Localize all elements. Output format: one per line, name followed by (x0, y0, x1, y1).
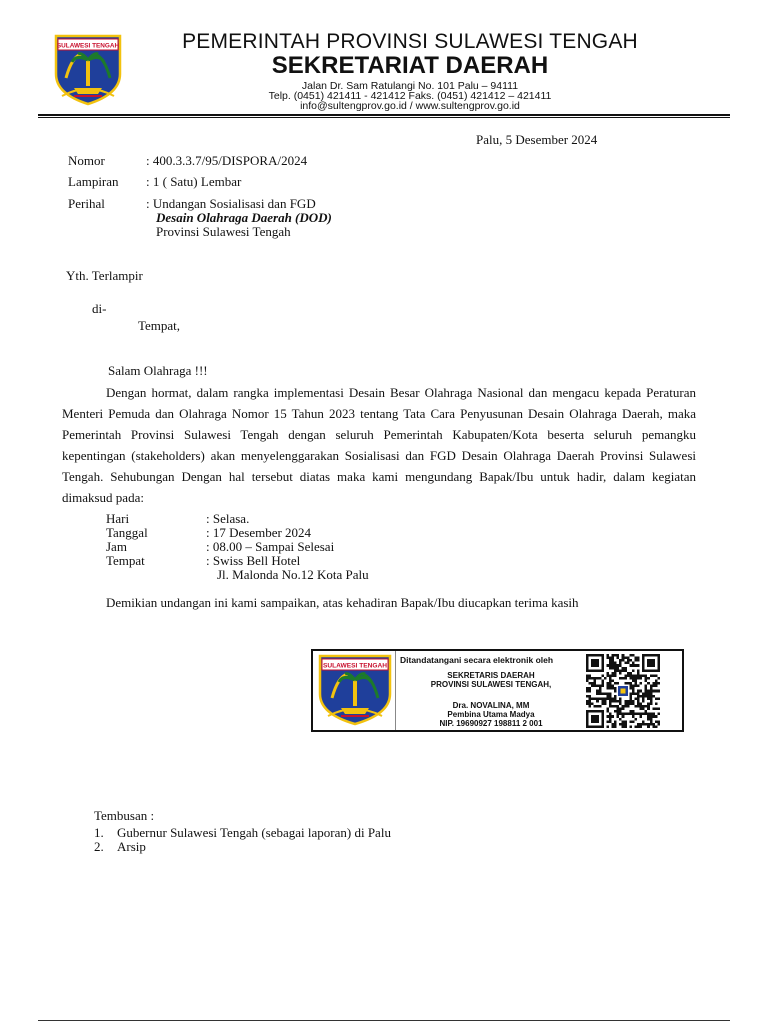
letterhead-rule (38, 114, 730, 116)
perihal-label: Perihal (68, 196, 105, 211)
qr-code-icon (586, 654, 660, 728)
nomor-label: Nomor (68, 153, 105, 168)
event-tempat-label: Tempat (106, 553, 145, 568)
letterhead-contact: info@sultengprov.go.id / www.sultengprov.go.id (300, 100, 520, 112)
letterhead-government: PEMERINTAH PROVINSI SULAWESI TENGAH (182, 30, 638, 53)
perihal-subject: Desain Olahraga Daerah (DOD) (156, 210, 332, 225)
perihal-value: : Undangan Sosialisasi dan FGD (146, 196, 316, 211)
nomor-value: : 400.3.3.7/95/DISPORA/2024 (146, 153, 308, 168)
perihal-province: Provinsi Sulawesi Tengah (156, 224, 291, 239)
closing-sentence: Demikian undangan ini kami sampaikan, atas kehadiran Bapak/Ibu diucapkan terima kasih (106, 595, 579, 610)
recipient-di: di- (92, 301, 107, 316)
letterhead-office: SEKRETARIAT DAERAH (271, 52, 549, 79)
sig-emblem-label: SULAWESI TENGAH (322, 662, 388, 670)
cc-item-number: 2. (94, 839, 104, 854)
footer-rule (38, 1020, 730, 1021)
event-tempat-address: Jl. Malonda No.12 Kota Palu (217, 567, 369, 582)
event-hari-value: : Selasa. (206, 511, 250, 526)
event-tanggal-value: : 17 Desember 2024 (206, 525, 312, 540)
letterhead-phone: Telp. (0451) 421411 - 421412 Faks. (0451) 421412 – 421411 (268, 90, 552, 102)
letterhead-rule-thin (38, 117, 730, 118)
event-jam-label: Jam (106, 539, 127, 554)
recipient-tempat: Tempat, (138, 318, 181, 333)
signatory-name: Dra. NOVALINA, MM (452, 701, 530, 710)
body-paragraph: Dengan hormat, dalam rangka implementasi Desain Besar Olahraga Nasional dan mengacu kepada Peraturan Menteri Pemuda dan Olahraga Nomor 15 Tahun 2023 tentang Tata Cara Penyusunan Desain Olahraga Daerah, maka Pemerintah Provinsi Sulawesi Tengah dengan seluruh Pemerintah Kabupaten/Kota beserta seluruh pemangku kepentingan (stakeholders) akan menyelenggarakan Sosialisasi dan FGD Desain Olahraga Daerah Provinsi Sulawesi Tengah. Sehubungan Dengan hal tersebut diatas maka kami mengundang Bapak/Ibu untuk hadir, dalam kegiatan dimaksud pada: (62, 385, 696, 505)
signature-note: Ditandatangani secara elektronik oleh (400, 655, 554, 665)
recipient-yth: Yth. Terlampir (66, 268, 143, 283)
signatory-province: PROVINSI SULAWESI TENGAH, (430, 680, 552, 689)
emblem-label: SULAWESI TENGAH (56, 42, 120, 50)
letter-date: Palu, 5 Desember 2024 (476, 132, 598, 147)
cc-item-number: 1. (94, 825, 104, 840)
signatory-position: SEKRETARIS DAERAH (447, 671, 535, 680)
cc-item: Arsip (117, 839, 146, 854)
provincial-emblem-icon (316, 654, 394, 726)
event-tempat-value: : Swiss Bell Hotel (206, 553, 301, 568)
cc-title: Tembusan : (94, 808, 155, 823)
event-hari-label: Hari (106, 511, 130, 526)
letterhead-address: Jalan Dr. Sam Ratulangi No. 101 Palu – 94111 (301, 80, 519, 92)
cc-item: Gubernur Sulawesi Tengah (sebagai laporan) di Palu (117, 825, 391, 840)
signatory-rank: Pembina Utama Madya (447, 710, 535, 719)
event-tanggal-label: Tanggal (106, 525, 148, 540)
greeting: Salam Olahraga !!! (108, 363, 208, 378)
lampiran-label: Lampiran (68, 174, 119, 189)
signatory-nip: NIP. 19690927 198811 2 001 (439, 719, 543, 728)
lampiran-value: : 1 ( Satu) Lembar (146, 174, 242, 189)
provincial-emblem-icon (52, 34, 124, 106)
event-jam-value: : 08.00 – Sampai Selesai (206, 539, 335, 554)
